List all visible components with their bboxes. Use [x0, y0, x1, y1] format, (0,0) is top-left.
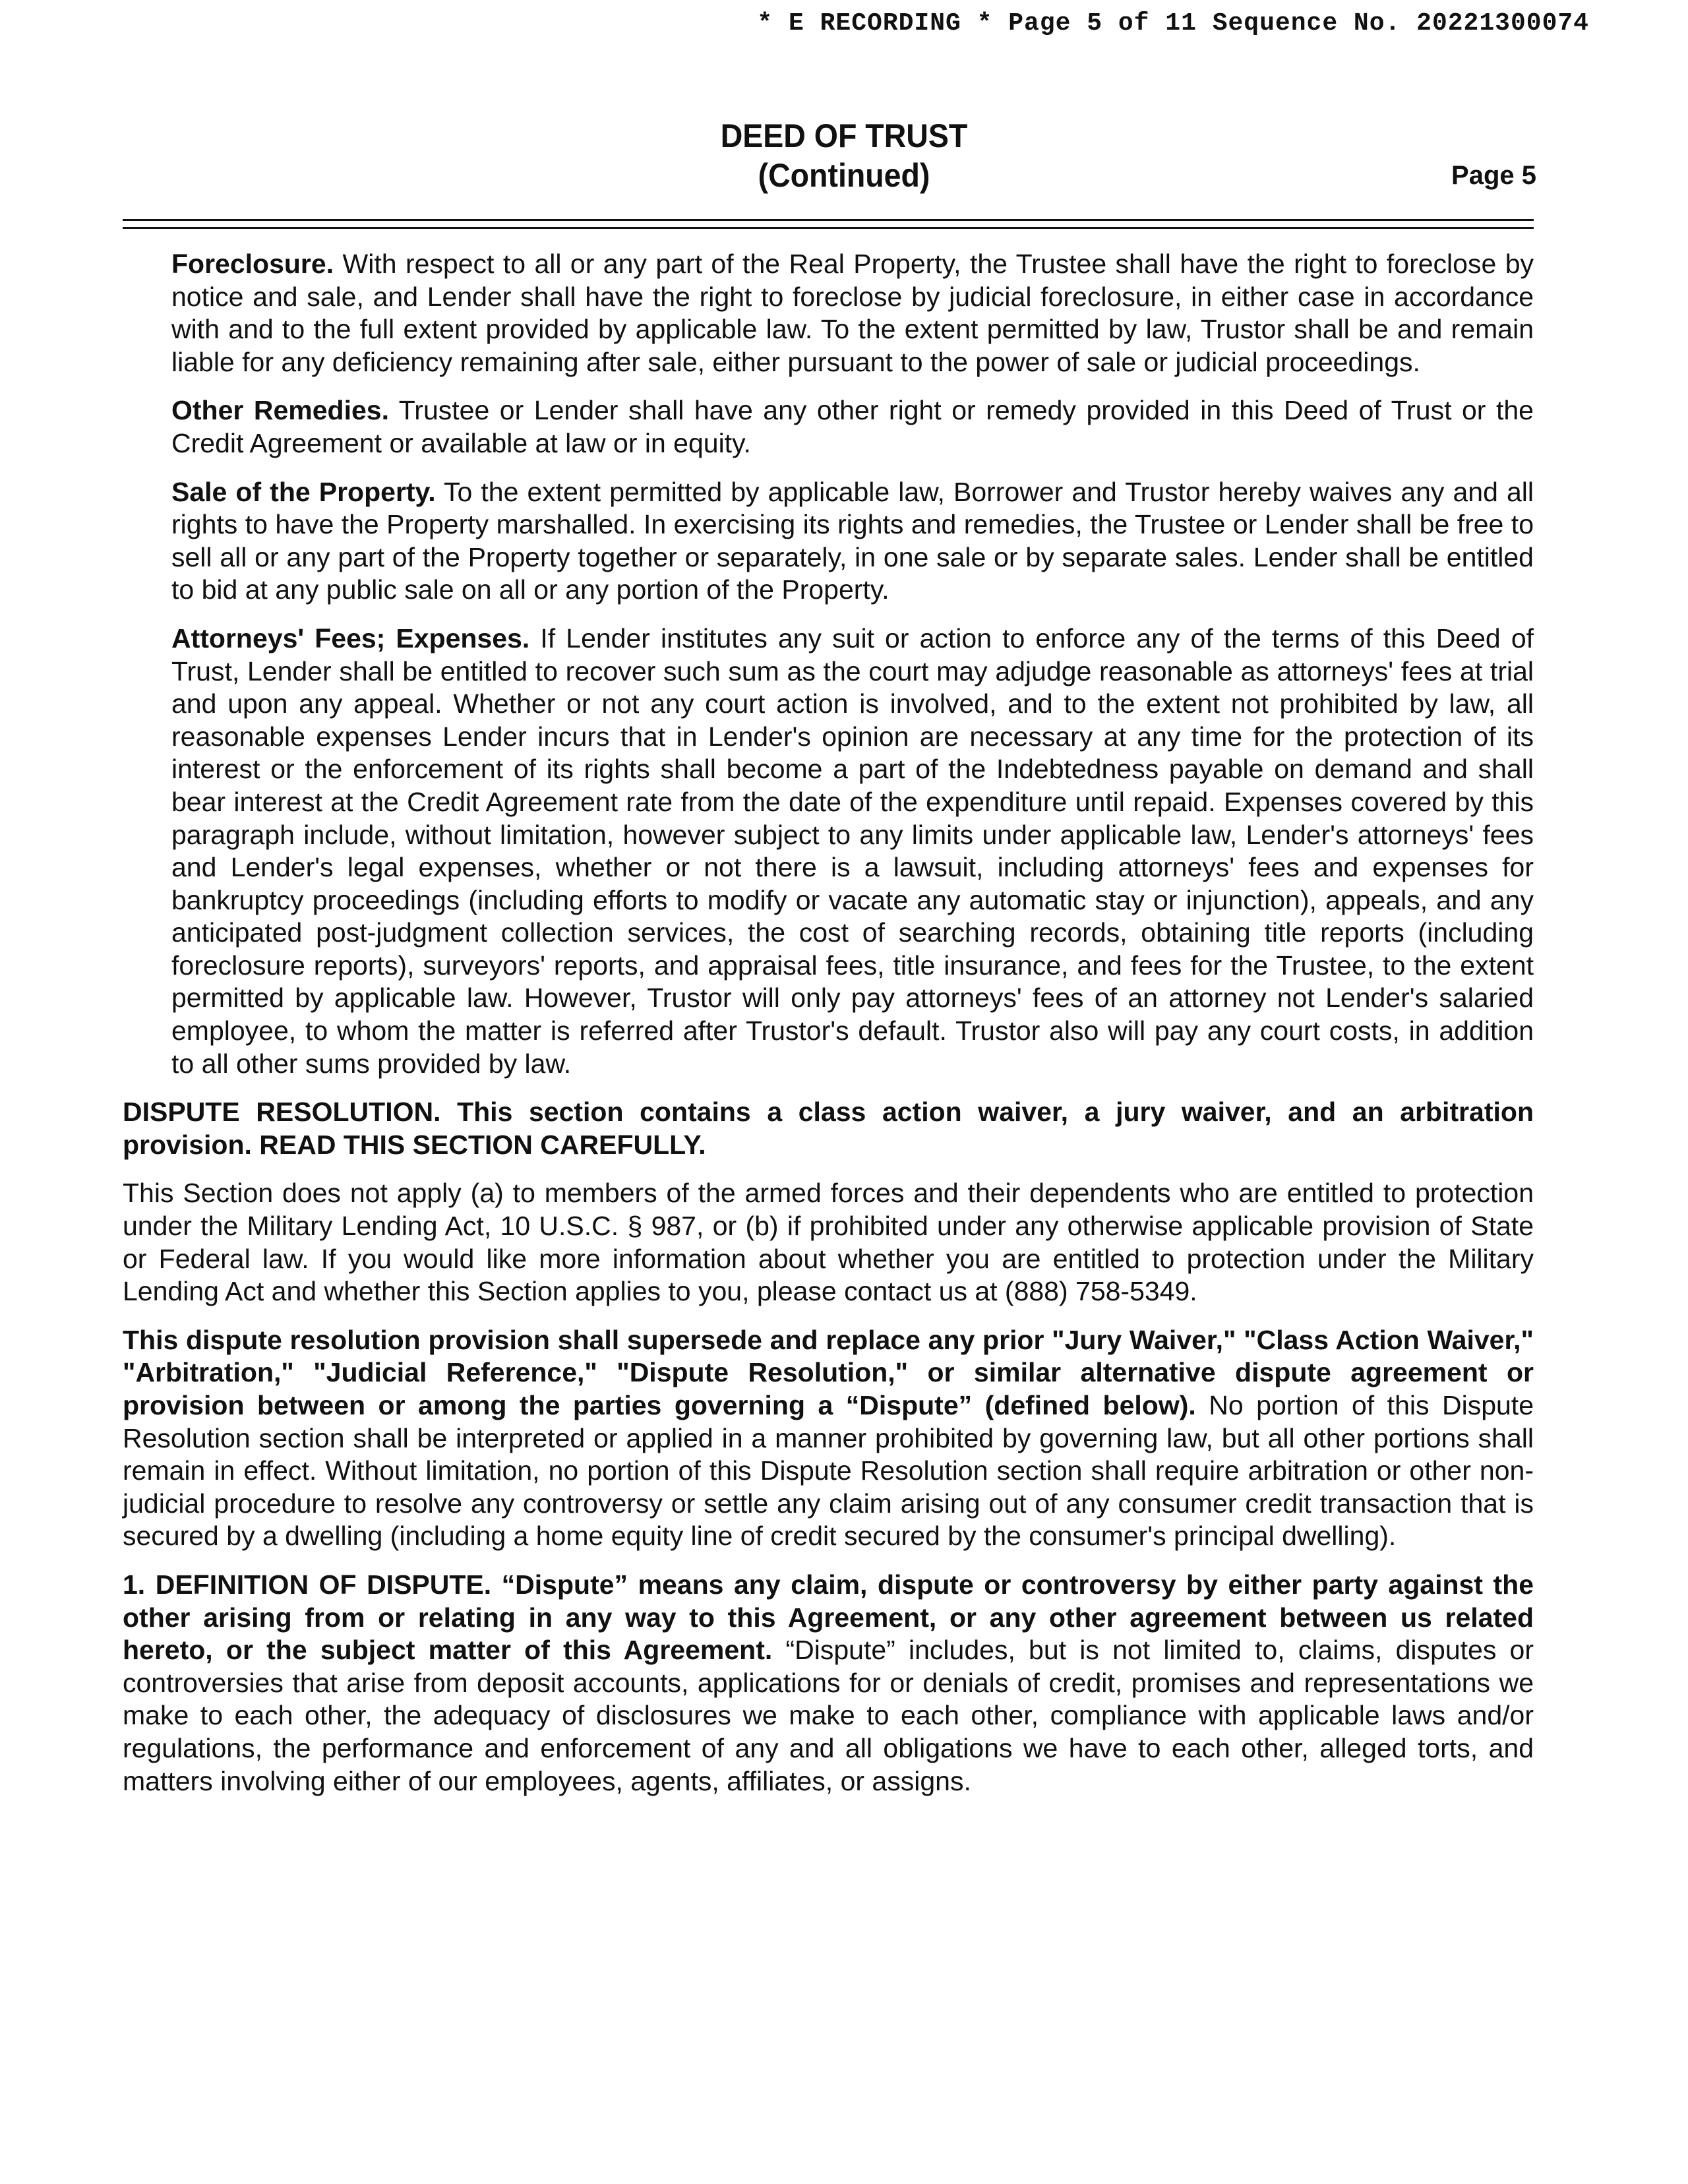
foreclosure-paragraph [171, 248, 1534, 379]
title-block [0, 116, 1688, 195]
foreclosure-heading: Foreclosure. [171, 249, 334, 279]
attorneys-fees-text: If Lender institutes any suit or action to enforce any of the terms of this Deed of Trust, Lender shall be entitled to recover such sum as the court may adjudge reasonable as attorneys' fees at trial and upon any appeal. Whether or not any court action is involved, and to the extent not prohibited by law, all reasonable expenses Lender incurs that in Lender's opinion are necessary at any time for the protection of its interest or the enforcement of its rights shall become a part of the Indebtedness payable on demand and shall bear interest at the Credit Agreement rate from the date of the expenditure until repaid. Expenses covered by this paragraph include, without limitation, however subject to any limits under applicable law, Lender's attorneys' fees and Lender's legal expenses, whether or not there is a lawsuit, including attorneys' fees and expenses for bankruptcy proceedings (including efforts to modify or vacate any automatic stay or injunction), appeals, and any anticipated post-judgment collection services, the cost of searching records, obtaining title reports (including foreclosure reports), surveyors' reports, and appraisal fees, title insurance, and fees for the Trustee, to the extent permitted by applicable law. However, Trustor will only pay attorneys' fees of an attorney not Lender's salaried employee, to whom the matter is referred after Trustor's default. Trustor also will pay any court costs, in addition to all other sums provided by law. [171, 622, 1534, 1079]
supersede-bold-text: This dispute resolution provision shall supersede and replace any prior "Jury Waiver," "Class Action Waiver," "Arbitration," "Judicial Reference," "Dispute Resolution," or similar alternative dispute agreement or provision between or among the parties governing a “Dispute” (defined below). [123, 1324, 1534, 1420]
supersede-text: No portion of this Dispute Resolution section shall be interpreted or applied in a manner prohibited by governing law, but all other portions shall remain in effect. Without limitation, no portion of this Dispute Resolution section shall require arbitration or other non-judicial procedure to resolve any controversy or settle any claim arising out of any consumer credit transaction that is secured by a dwelling (including a home equity line of credit secured by the consumer's principal dwelling). [123, 1390, 1534, 1552]
header-divider-bottom [123, 227, 1534, 229]
definition-text: “Dispute” includes, but is not limited to, claims, disputes or controversies that arise from deposit accounts, applications for or denials of credit, promises and representations we make to each other, the adequacy of disclosures we make to each other, compliance with applicable laws and/or regulations, the performance and enforcement of any and all obligations we have to each other, alleged torts, and matters involving either of our employees, agents, affiliates, or assigns. [123, 1635, 1534, 1796]
recording-header: * E RECORDING * Page 5 of 11 Sequence No. 20221300074 [757, 9, 1589, 38]
header-divider-top [123, 219, 1534, 221]
supersede-paragraph [123, 1324, 1534, 1553]
definition-paragraph [123, 1569, 1534, 1798]
definition-bold-text: 1. DEFINITION OF DISPUTE. “Dispute” means any claim, dispute or controversy by either party against the other arising from or relating in any way to this Agreement, or any other agreement between us related hereto, or the subject matter of this Agreement. [123, 1569, 1534, 1666]
sale-of-property-text: To the extent permitted by applicable law, Borrower and Trustor hereby waives any and all rights to have the Property marshalled. In exercising its rights and remedies, the Trustee or Lender shall be free to sell all or any part of the Property together or separately, in one sale or by separate sales. Lender shall be entitled to bid at any public sale on all or any portion of the Property. [171, 476, 1534, 605]
sale-of-property-heading: Sale of the Property. [171, 476, 436, 507]
other-remedies-text: Trustee or Lender shall have any other right or remedy provided in this Deed of Trust or the Credit Agreement or available at law or in equity. [171, 395, 1534, 458]
military-lending-paragraph: This Section does not apply (a) to members of the armed forces and their dependents who are entitled to protection under the Military Lending Act, 10 U.S.C. § 987, or (b) if prohibited under any otherwise applicable provision of State or Federal law. If you would like more information about whether you are entitled to protection under the Military Lending Act and whether this Section applies to you, please contact us at (888) 758-5349. [123, 1178, 1534, 1307]
foreclosure-text: With respect to all or any part of the Real Property, the Trustee shall have the right to foreclose by notice and sale, and Lender shall have the right to foreclose by judicial foreclosure, in either case in accordance with and to the full extent provided by applicable law. To the extent permitted by law, Trustor shall be and remain liable for any deficiency remaining after sale, either pursuant to the power of sale or judicial proceedings. [171, 249, 1534, 377]
attorneys-fees-paragraph [171, 622, 1534, 1080]
other-remedies-heading: Other Remedies. [171, 395, 389, 426]
page-number-label: Page 5 [1451, 161, 1536, 190]
attorneys-fees-heading: Attorneys' Fees; Expenses. [171, 622, 530, 653]
sale-of-property-paragraph [171, 476, 1534, 607]
other-remedies-paragraph [171, 394, 1534, 460]
document-subtitle: (Continued) [758, 157, 930, 194]
document-title: DEED OF TRUST [720, 117, 968, 154]
dispute-resolution-heading: DISPUTE RESOLUTION. This section contains a class action waiver, a jury waiver, and an arbitration provision. READ THIS SECTION CAREFULLY. [123, 1097, 1534, 1160]
document-body [123, 248, 1534, 1813]
